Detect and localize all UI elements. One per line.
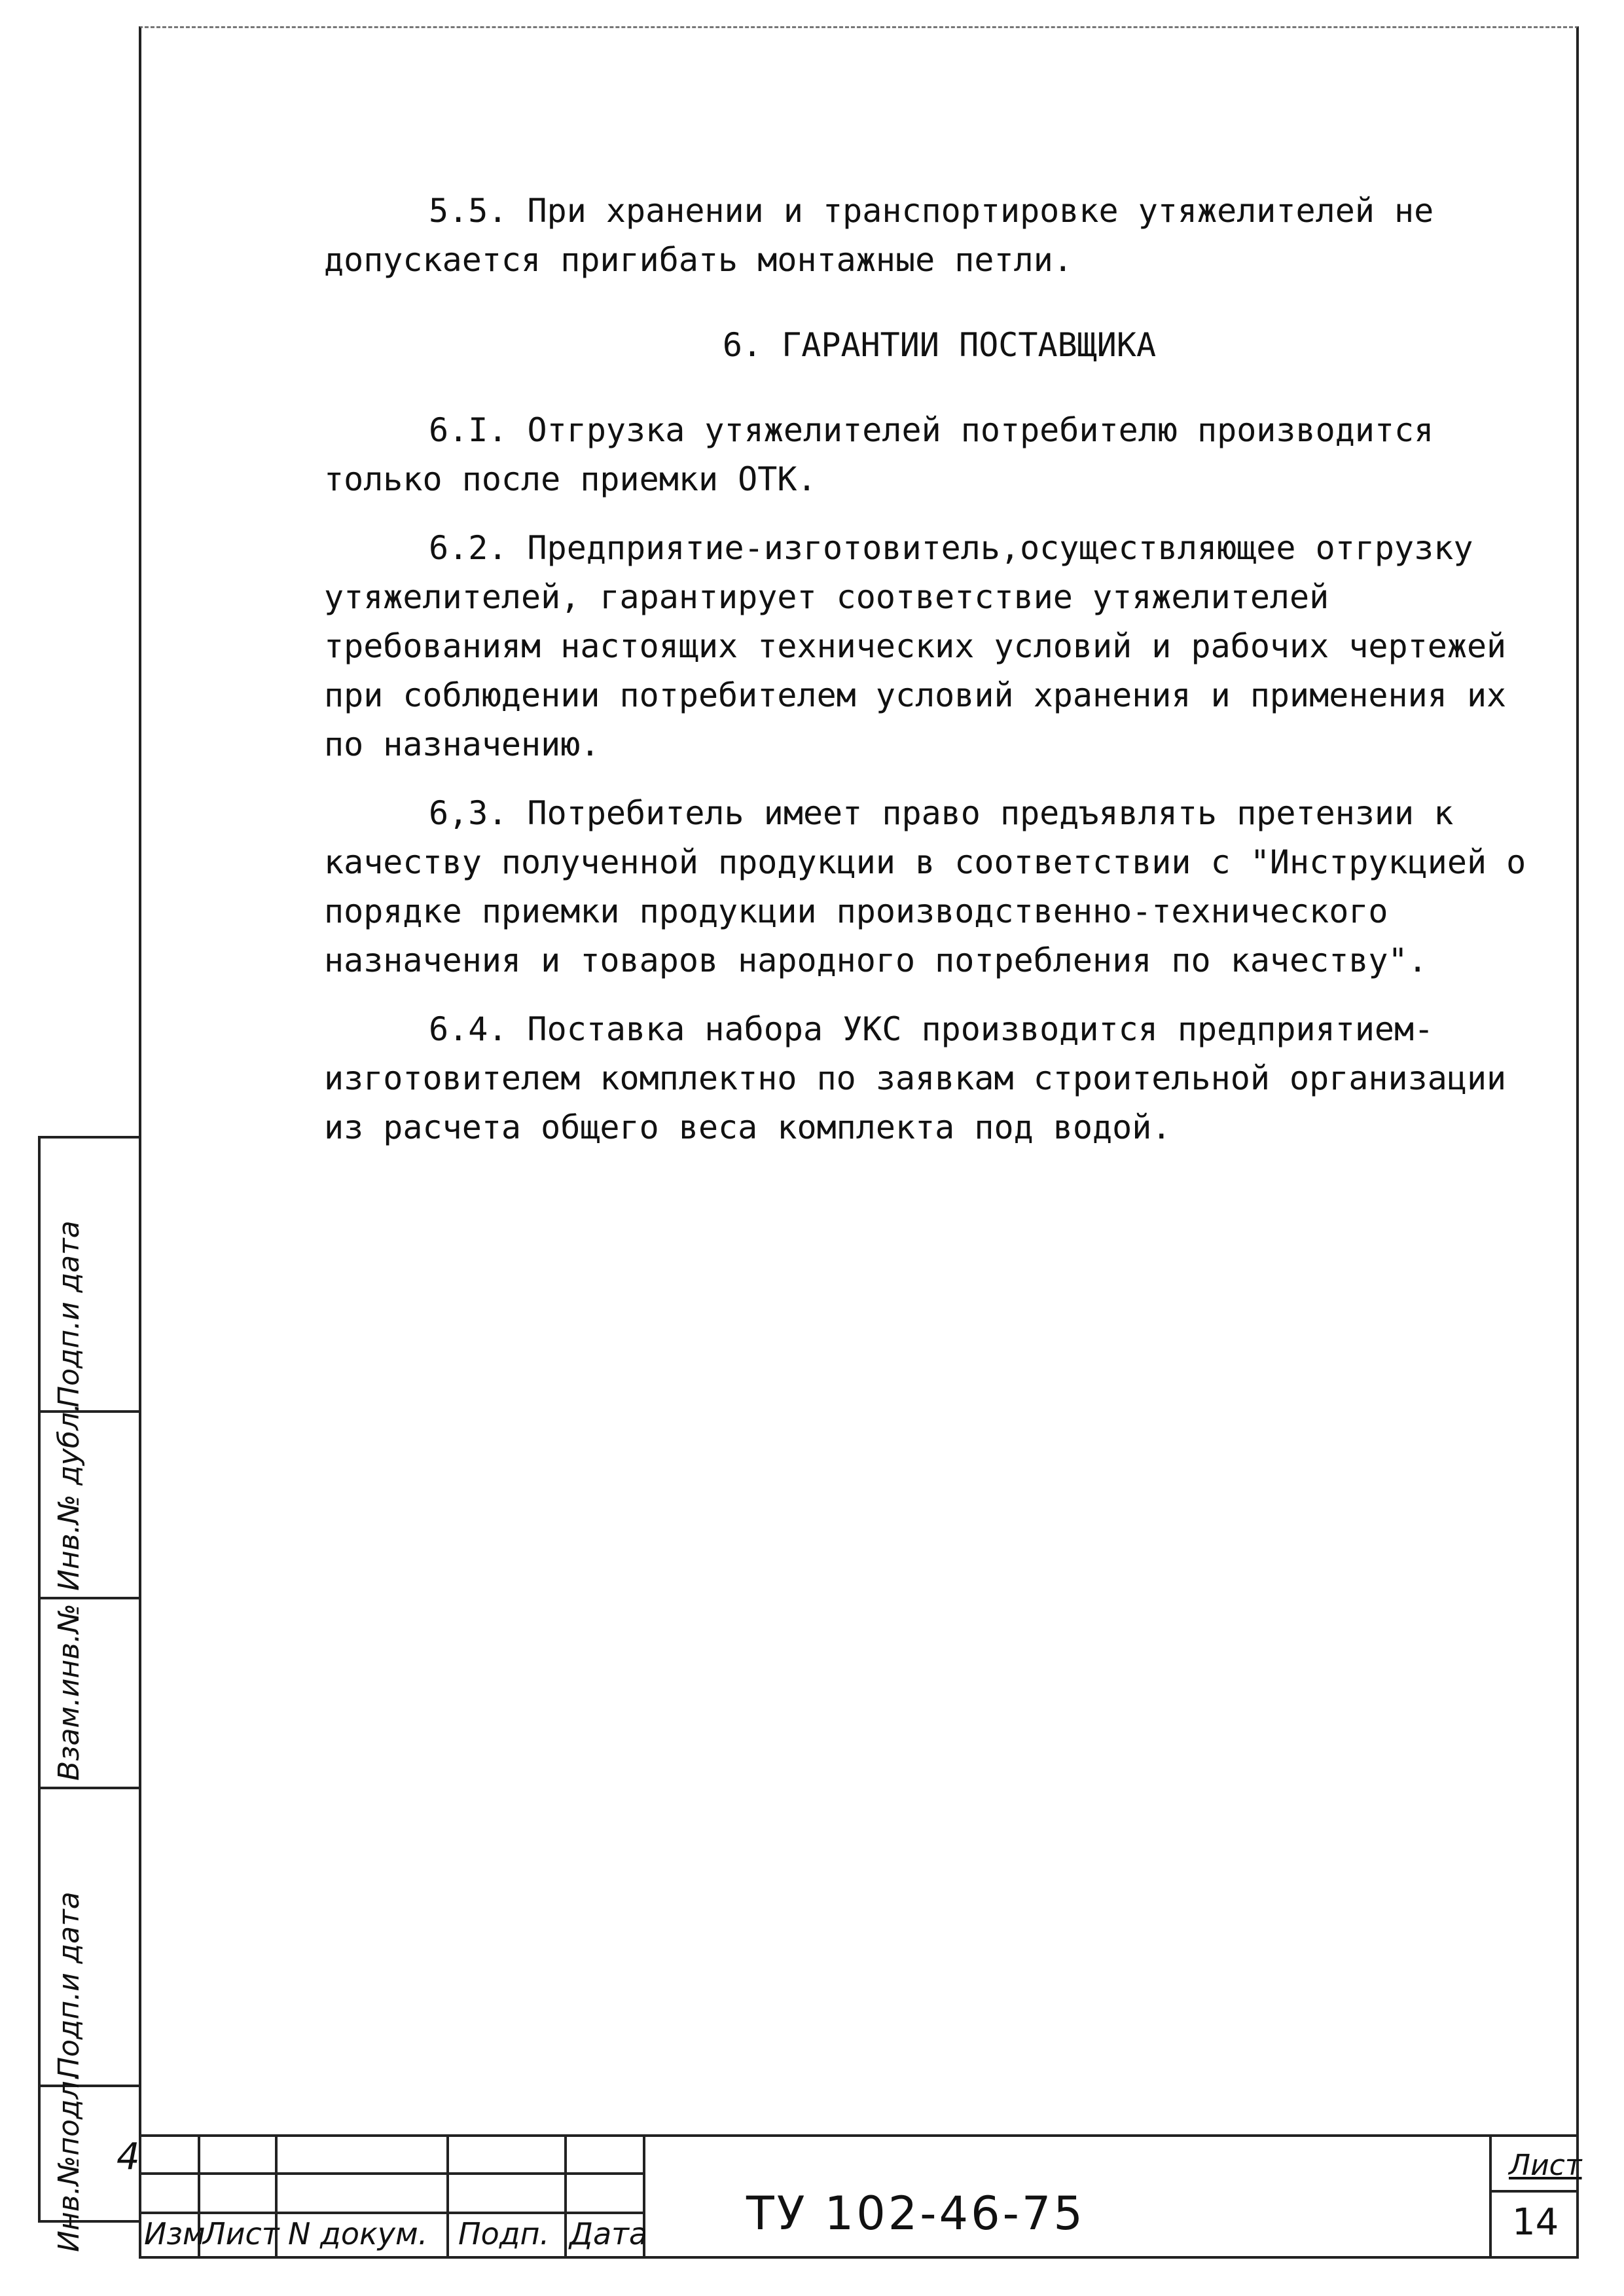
paragraph-6-4: 6.4. Поставка набора УКС производится предприятием-изготовителем комплектно по заявкам строительной организации из расчета общего веса комплекта под водой. <box>324 1010 1507 1146</box>
document-body <box>324 187 1555 1152</box>
paragraph-5-5: 5.5. При хранении и транспортировке утяжелителей не допускается пригибать монтажные петли. <box>324 192 1434 279</box>
sheet-label: Лист <box>1509 2149 1582 2182</box>
sidebar-label-replace-inv: Взам.инв.№ <box>52 1603 86 1781</box>
stamp-row-line <box>1489 2190 1579 2193</box>
sidebar-label-dup-inv: Инв.№ дубл. <box>52 1402 86 1591</box>
col-list: Лист <box>203 2216 280 2251</box>
sheet-number: 14 <box>1512 2201 1559 2244</box>
sidebar-label-sign-date-2: Подп.и дата <box>52 1891 86 2079</box>
sidebar-divider <box>41 1597 139 1599</box>
stamp-row-line <box>139 2212 643 2214</box>
change-number: 4 <box>117 2136 140 2178</box>
stamp-row-line <box>139 2172 643 2175</box>
col-izm: Изм <box>144 2216 206 2251</box>
paragraph-6-1: 6.I. Отгрузка утяжелителей потребителю производится только после приемки ОТК. <box>324 411 1434 498</box>
col-ndoc: N докум. <box>288 2216 428 2251</box>
stamp-col-line <box>1489 2134 1492 2259</box>
sidebar-label-sign-date: Подп.и дата <box>52 1220 86 1408</box>
stamp-col-line <box>564 2134 567 2259</box>
paragraph-6-3: 6,3. Потребитель имеет право предъявлять претензии к качеству полученной продукции в соответствии с "Инструкцией о порядке приемки продукции производственно-технического назначения и товаров народного потребления по качеству". <box>324 794 1526 979</box>
sidebar-label-orig-inv: Инв.№подл. <box>52 2071 86 2252</box>
section-heading-6: 6. ГАРАНТИИ ПОСТАВЩИКА <box>722 326 1157 364</box>
col-data: Дата <box>569 2216 648 2251</box>
paragraph-6-2: 6.2. Предприятие-изготовитель,осуществляющее отгрузку утяжелителей, гарантирует соответствие утяжелителей требованиям настоящих технических условий и рабочих чертежей при соблюдении потребителем условий хранения и применения их по назначению. <box>324 529 1507 763</box>
stamp-col-line <box>446 2134 449 2259</box>
col-podp: Подп. <box>458 2216 550 2251</box>
document-number: ТУ 102-46-75 <box>746 2187 1085 2240</box>
sidebar-divider <box>41 1787 139 1789</box>
